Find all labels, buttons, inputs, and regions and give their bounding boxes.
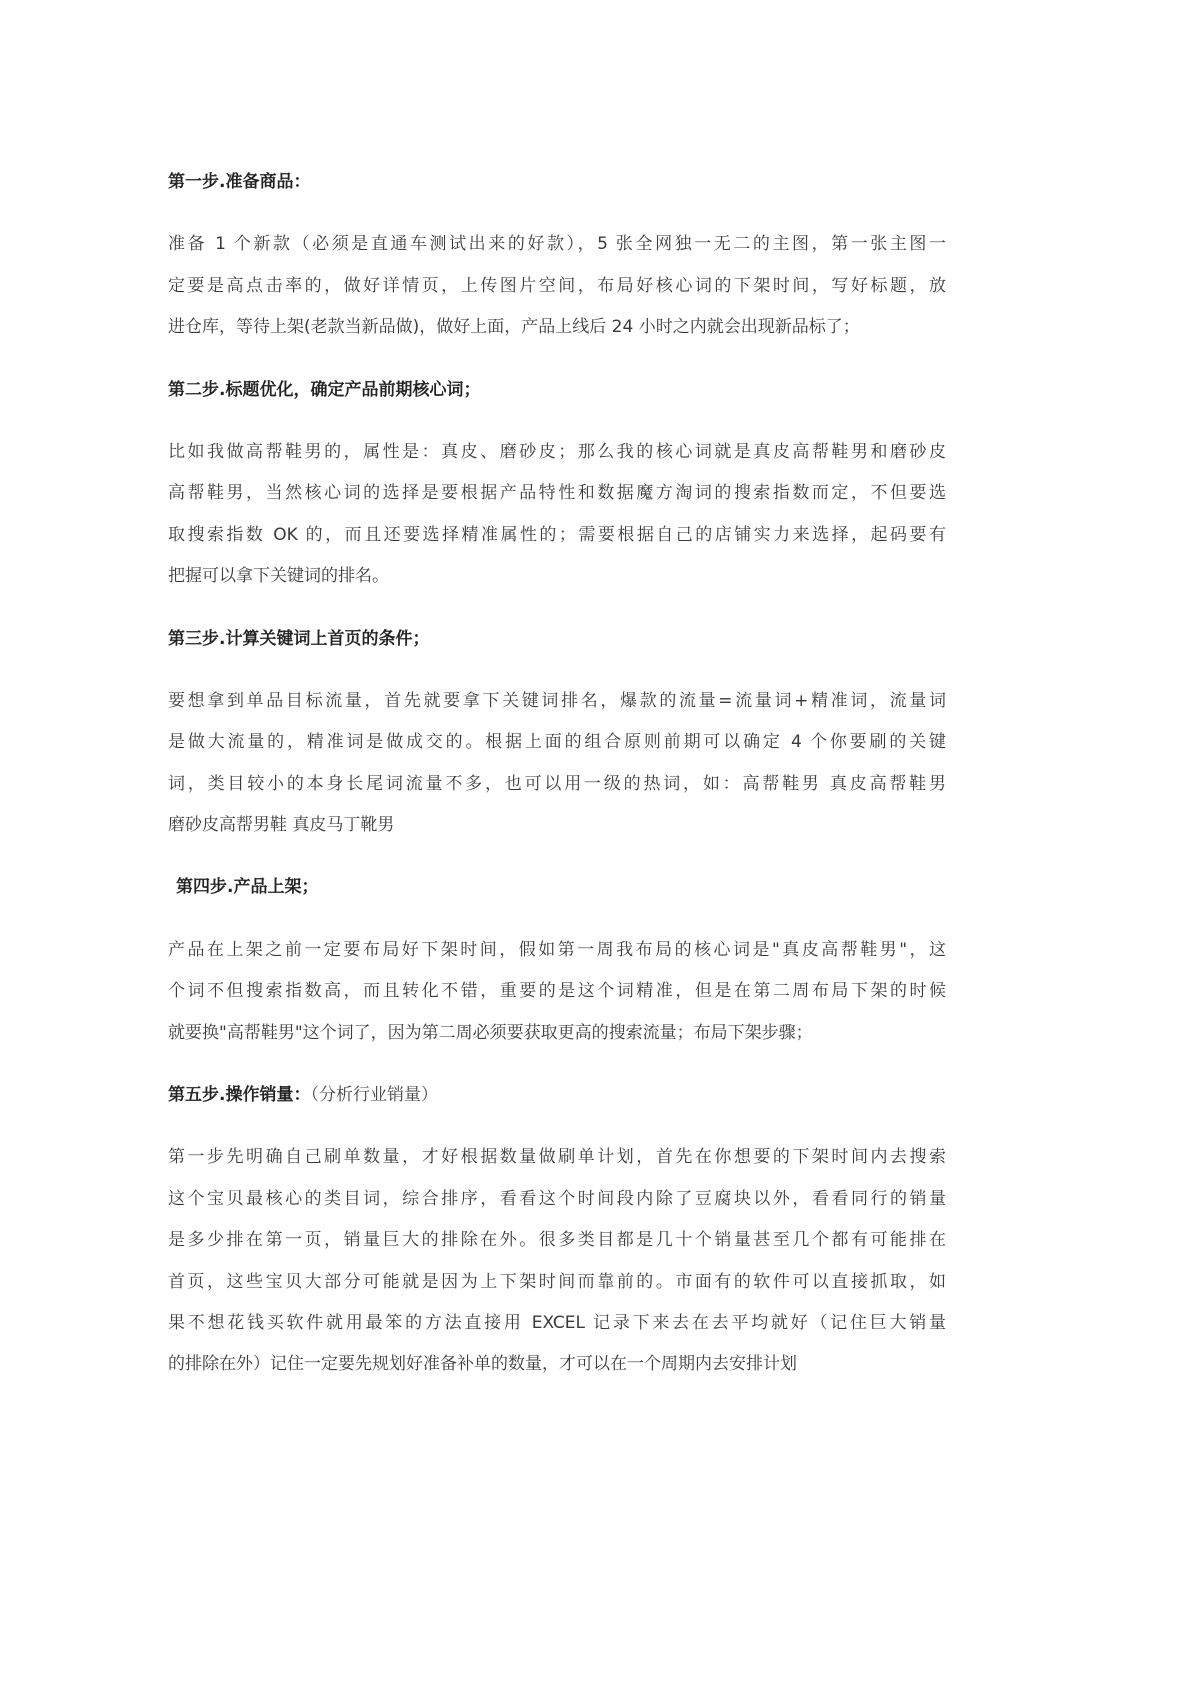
paragraph-line: 进仓库，等待上架(老款当新品做)，做好上面，产品上线后 24 小时之内就会出现新品标了； [168, 317, 860, 338]
step-4-section [168, 867, 946, 908]
step-3-paragraph [168, 681, 946, 847]
step-4-paragraph [168, 930, 946, 1054]
step-2-heading: 第二步.标题优化，确定产品前期核心词； [168, 379, 481, 400]
paragraph-line: 产品在上架之前一定要布局好下架时间，假如第一周我布局的核心词是"真皮高帮鞋男"，这 [168, 939, 946, 960]
paragraph-line: 第一步先明确自己刷单数量，才好根据数量做刷单计划，首先在你想要的下架时间内去搜索 [168, 1147, 946, 1168]
paragraph-line: 果不想花钱买软件就用最笨的方法直接用 EXCEL 记录下来去在去平均就好（记住巨大销量 [168, 1312, 946, 1333]
paragraph-line: 把握可以拿下关键词的排名。 [168, 566, 389, 587]
paragraph-line: 是做大流量的，精准词是做成交的。根据上面的组合原则前期可以确定 4 个你要刷的关键 [168, 732, 946, 753]
paragraph-line: 比如我做高帮鞋男的，属性是：真皮、磨砂皮；那么我的核心词就是真皮高帮鞋男和磨砂皮 [168, 441, 946, 462]
paragraph-line: 定要是高点击率的，做好详情页，上传图片空间，布局好核心词的下架时间，写好标题，放 [168, 275, 946, 296]
step-1-section [168, 162, 946, 203]
step-2-section [168, 370, 946, 411]
step-3-heading: 第三步.计算关键词上首页的条件； [168, 628, 430, 649]
step-2-paragraph [168, 432, 946, 598]
paragraph-line: 首页，这些宝贝大部分可能就是因为上下架时间而靠前的。市面有的软件可以直接抓取，如 [168, 1271, 946, 1292]
paragraph-line: 高帮鞋男，当然核心词的选择是要根据产品特性和数据魔方淘词的搜索指数而定，不但要选 [168, 483, 946, 504]
paragraph-line: 的排除在外）记住一定要先规划好准备补单的数量，才可以在一个周期内去安排计划 [168, 1354, 797, 1375]
step-4-heading: 第四步.产品上架； [176, 877, 319, 898]
paragraph-line: 是多少排在第一页，销量巨大的排除在外。很多类目都是几十个销量甚至几个都有可能排在 [168, 1230, 946, 1251]
paragraph-line: 就要换"高帮鞋男"这个词了，因为第二周必须要获取更高的搜索流量；布局下架步骤； [168, 1022, 813, 1043]
paragraph-line: 磨砂皮高帮男鞋 真皮马丁靴男 [168, 815, 395, 836]
paragraph-line: 准备 1 个新款（必须是直通车测试出来的好款），5 张全网独一无二的主图，第一张主图一 [168, 234, 946, 255]
step-5-paragraph [168, 1137, 946, 1385]
paragraph-line: 词，类目较小的本身长尾词流量不多，也可以用一级的热词，如：高帮鞋男 真皮高帮鞋男 [168, 773, 946, 794]
step-1-paragraph [168, 224, 946, 348]
paragraph-line: 取搜索指数 OK 的，而且还要选择精准属性的；需要根据自己的店铺实力来选择，起码要有 [168, 524, 946, 545]
step-5-heading-title: 第五步.操作销量： [168, 1085, 311, 1106]
step-1-heading: 第一步.准备商品： [168, 172, 311, 192]
step-5-heading [168, 1075, 946, 1116]
step-3-section [168, 619, 946, 660]
paragraph-line: 个词不但搜索指数高，而且转化不错，重要的是这个词精准，但是在第二周布局下架的时候 [168, 981, 946, 1002]
document-page [168, 162, 946, 1407]
paragraph-line: 这个宝贝最核心的类目词，综合排序，看看这个时间段内除了豆腐块以外，看看同行的销量 [168, 1188, 946, 1209]
paragraph-line: 要想拿到单品目标流量，首先就要拿下关键词排名，爆款的流量=流量词+精准词，流量词 [168, 690, 946, 711]
step-5-section [168, 1075, 946, 1116]
step-5-heading-note: （分析行业销量） [310, 1085, 438, 1106]
